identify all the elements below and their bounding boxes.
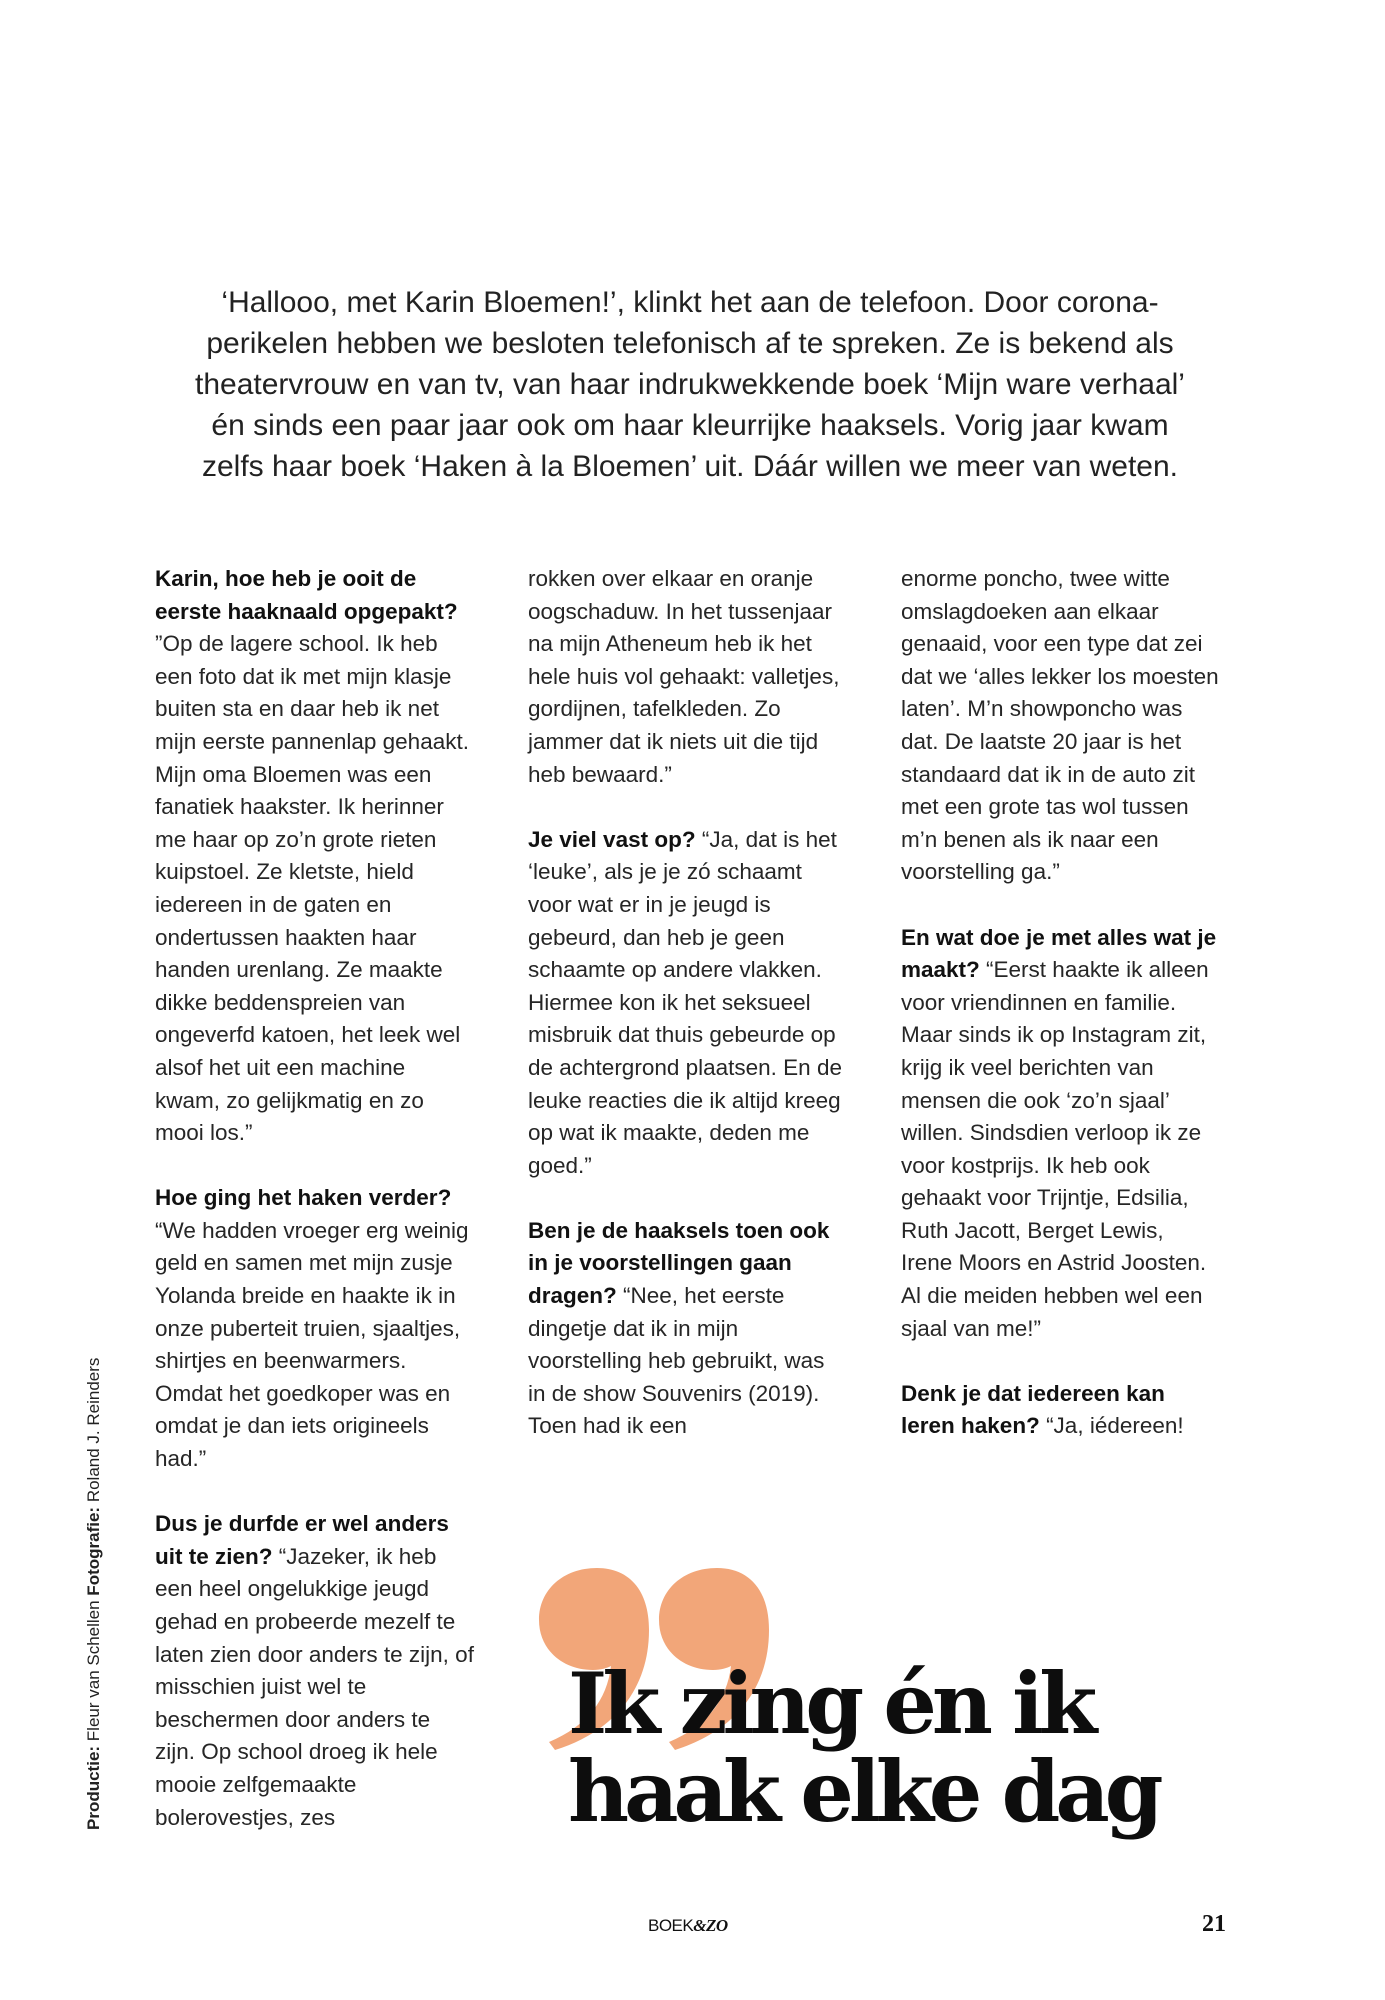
logo-text-boek: BOEK: [648, 1916, 694, 1935]
credit-production-label: Productie:: [84, 1745, 103, 1830]
credit-photo-label: Fotografie:: [84, 1506, 103, 1596]
interview-question: En wat doe je met alles wat je maakt?: [901, 924, 1217, 983]
pull-quote-line: Ik zing én ik: [568, 1654, 1093, 1753]
interview-answer: “Ja, iédereen!: [1039, 1413, 1184, 1439]
article-paragraph: [155, 1182, 475, 1475]
intro-line: ‘Hallooo, met Karin Bloemen!’, klinkt het aan de telefoon. Door corona-: [221, 286, 1159, 319]
interview-question: Hoe ging het haken verder?: [155, 1185, 452, 1211]
article-column-3: [901, 563, 1221, 1443]
interview-question: Dus je durfde er wel anders uit te zien?: [155, 1511, 449, 1569]
interview-question: Karin, hoe heb je ooit de eerste haaknaald opgepakt?: [155, 566, 458, 624]
intro-line: perikelen hebben we besloten telefonisch af te spreken. Ze is bekend als: [206, 327, 1174, 360]
interview-answer: rokken over elkaar en oranje oogschaduw. In het tussenjaar na mijn Atheneum heb ik het hele huis vol gehaakt: valletjes, gordijnen, tafelkleden. Zo jammer dat ik niets uit die tijd heb bewaard.”: [528, 566, 840, 787]
intro-line: zelfs haar boek ‘Haken à la Bloemen’ uit. Dáár willen we meer van weten.: [201, 450, 1179, 483]
interview-answer: “We hadden vroeger erg weinig geld en samen met mijn zusje Yolanda breide en haakte ik in onze puberteit truien, sjaaltjes, shirtjes en beenwarmers. Omdat het goedkoper was en omdat je dan iets origineels had.”: [155, 1217, 469, 1472]
article-paragraph: [528, 1215, 848, 1443]
article-column-1: [155, 563, 475, 1834]
page-number: 21: [1202, 1911, 1226, 1937]
article-paragraph: [901, 563, 1221, 889]
interview-answer: ”Op de lagere school. Ik heb een foto dat ik met mijn klasje buiten sta en daar heb ik net mijn eerste pannenlap gehaakt. Mijn oma Bloemen was een fanatiek haakster. Ik herinner me haar op zo’n grote rieten kuipstoel. Ze kletste, hield iedereen in de gaten en ondertussen haakten haar handen urenlang. Ze maakte dikke beddenspreien van ongeverfd katoen, het leek wel alsof het uit een machine kwam, zo gelijkmatig en zo mooi los.”: [155, 631, 469, 1146]
interview-answer: “Ja, dat is het ‘leuke’, als je je zó schaamt voor wat er in je jeugd is gebeurd, dan heb je geen schaamte op andere vlakken. Hiermee kon ik het seksueel misbruik dat thuis gebeurde op de achtergrond plaatsen. En de leuke reacties die ik altijd kreeg op wat ik maakte, deden me goed.”: [528, 826, 842, 1178]
credit-production-name: Fleur van Schellen: [84, 1595, 103, 1746]
interview-answer: “Eerst haakte ik alleen voor vriendinnen en familie. Maar sinds ik op Instagram zit, krijg ik veel berichten van mensen die ook ‘zo’n sjaal’ willen. Sindsdien verloop ik ze voor kostprijs. Ik heb ook gehaakt voor Trijntje, Edsilia, Ruth Jacott, Berget Lewis, Irene Moors en Astrid Joosten. Al die meiden hebben wel een sjaal van me!”: [901, 957, 1209, 1341]
pull-quote: [568, 1654, 1268, 1841]
article-paragraph: [155, 1508, 475, 1834]
article-paragraph: [528, 824, 848, 1183]
article-paragraph: [155, 563, 475, 1150]
intro-line: theatervrouw en van tv, van haar indrukwekkende boek ‘Mijn ware verhaal’: [195, 368, 1185, 401]
intro-paragraph: [150, 282, 1230, 487]
logo-text-enzo: &ZO: [693, 1916, 728, 1935]
photo-credit: [84, 1358, 104, 1830]
interview-question: Denk je dat iedereen kan leren haken?: [901, 1380, 1165, 1439]
magazine-logo: [648, 1916, 728, 1936]
article-paragraph: [528, 563, 848, 791]
article-paragraph: [901, 1378, 1221, 1443]
interview-answer: enorme poncho, twee witte omslagdoeken aan elkaar genaaid, voor een type dat zei dat we ‘alles lekker los moesten laten’. M’n showponcho was dat. De laatste 20 jaar is het standaard dat ik in de auto zit met een grote tas wol tussen m’n benen als ik naar een voorstelling ga.”: [901, 566, 1219, 885]
interview-answer: “Jazeker, ik heb een heel ongelukkige jeugd gehad en probeerde mezelf te laten zien door anders te zijn, of misschien juist wel te beschermen door anders te zijn. Op school droeg ik hele mooie zelfgemaakte bolerovestjes, zes: [155, 1543, 474, 1830]
credit-photo-name: Roland J. Reinders: [84, 1357, 103, 1507]
intro-line: én sinds een paar jaar ook om haar kleurrijke haaksels. Vorig jaar kwam: [211, 409, 1169, 442]
article-paragraph: [901, 922, 1221, 1346]
pull-quote-line: haak elke dag: [568, 1742, 1159, 1841]
interview-question: Ben je de haaksels toen ook in je voorstellingen gaan dragen?: [528, 1217, 830, 1309]
interview-answer: “Nee, het eerste dingetje dat ik in mijn voorstelling heb gebruikt, was in de show Souvenirs (2019). Toen had ik een: [528, 1283, 825, 1439]
article-column-2: [528, 563, 848, 1443]
interview-question: Je viel vast op?: [528, 826, 696, 852]
